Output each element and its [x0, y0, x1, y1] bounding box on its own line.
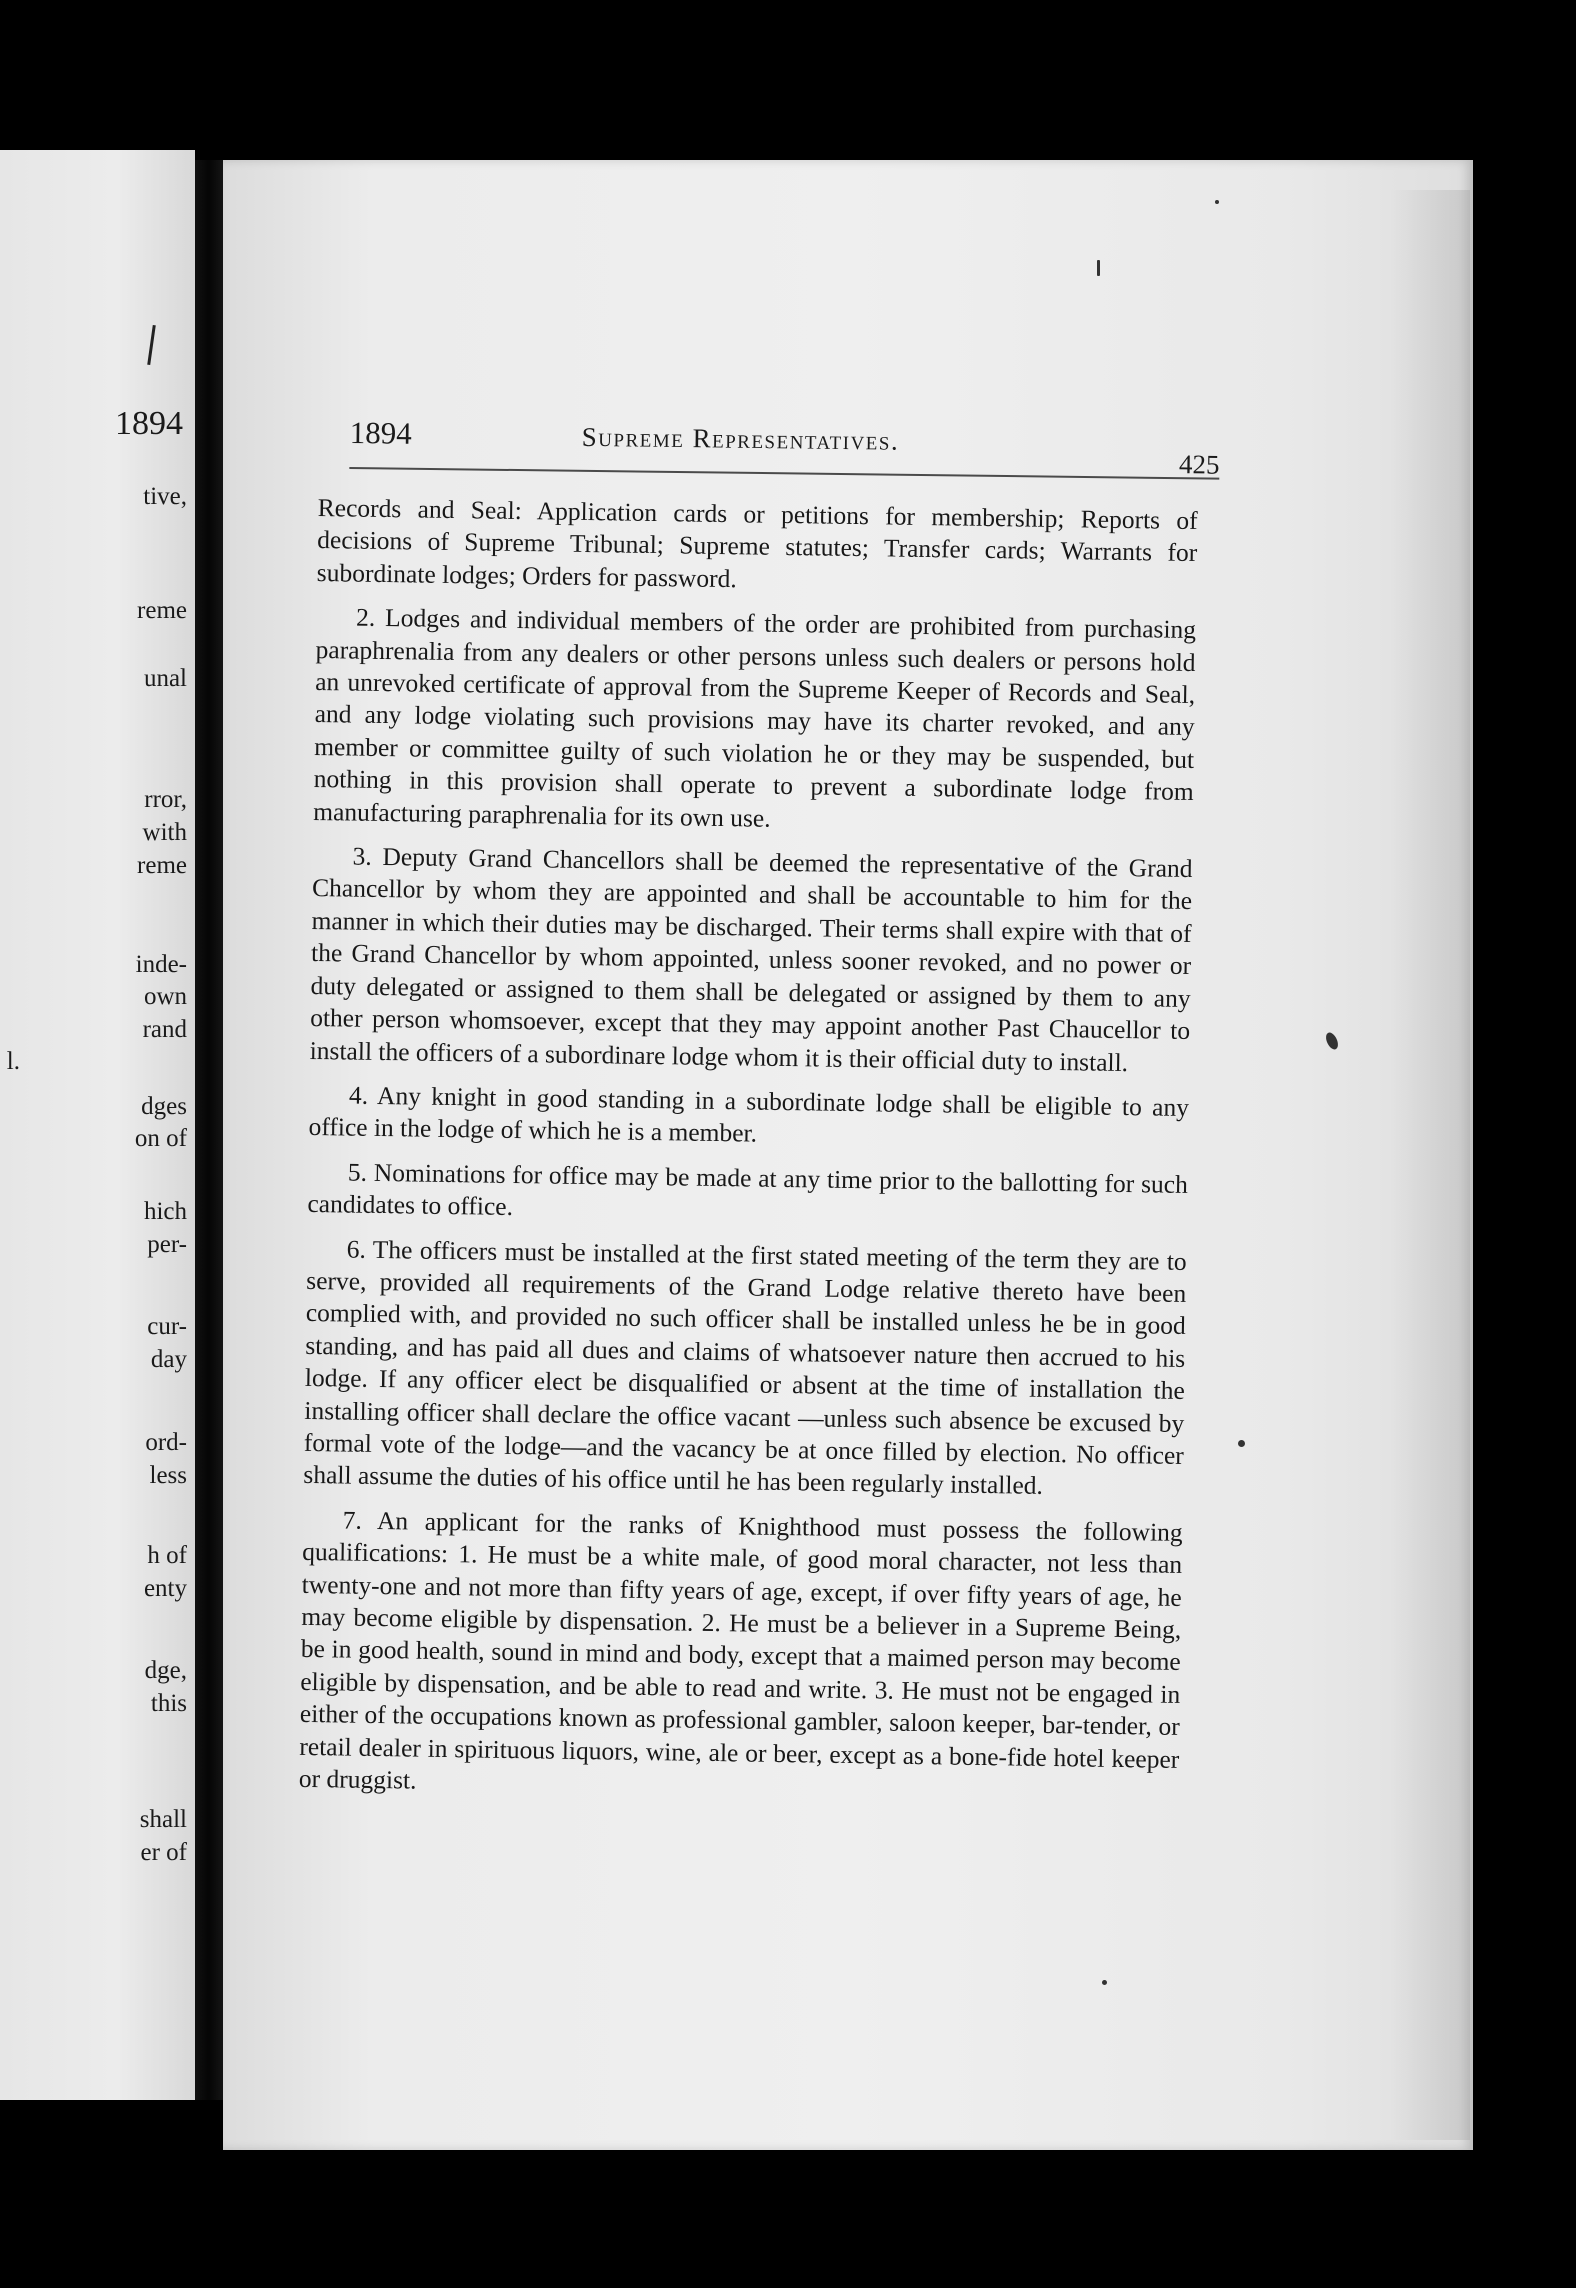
left-fragment: unal	[143, 665, 187, 692]
paragraph-section-6: 6. The officers must be installed at the first stated meeting of the term they are to serve, provided all requirements of the Grand Lodge relative thereto have been complied with, and provided no such officer shall be installed unless he be in good standing, and has paid all dues and claims of whatsoever nature then accrued to his lodge. If any officer elect be disqualified or absent at the time of installation the installing officer shall declare the office vacant —unless such absence be excused by formal vote of the lodge—and the vacancy be at once filled by election. No officer shall assume the duties of his office until he has been regularly installed.	[303, 1234, 1187, 1501]
running-header	[349, 415, 1220, 486]
left-fragment: reme	[137, 597, 187, 624]
left-fragment: on of	[134, 1125, 187, 1152]
left-fragment: inde-	[135, 951, 187, 978]
header-title: Supreme Representatives.	[581, 421, 900, 456]
left-fragment: dges	[141, 1093, 187, 1120]
paragraph-section-4: 4. Any knight in good standing in a subordinate lodge shall be eligible to any office in the lodge of which he is a member.	[308, 1080, 1190, 1148]
paragraph-section-5: 5. Nominations for office may be made at any time prior to the ballotting for such candidates to office.	[307, 1157, 1189, 1222]
left-fragment: h of	[147, 1542, 187, 1569]
left-fragment: own	[143, 983, 187, 1010]
left-fragment: less	[149, 1462, 187, 1489]
header-year: 1894	[349, 415, 412, 451]
left-fragment: hich	[143, 1198, 187, 1225]
page-body	[298, 492, 1197, 1820]
paragraph-section-7: 7. An applicant for the ranks of Knighthood must possess the following qualifications: 1. He must be a white male, of good moral character, not less than twenty-one and not more than fifty years of age, except, if over fifty years of age, he may become eligible by dispensation. 2. He must be a believer in a Supreme Being, be in good health, sound in mind and body, except that a maimed person may become eligible by dispensation, and be able to read and write. 3. He must not be engaged in either of the occupations known as professional gambler, saloon keeper, bar-tender, or retail dealer in spirituous liquors, wine, ale or beer, except as a bone-fide hotel keeper or druggist.	[298, 1505, 1183, 1795]
left-fragment: reme	[137, 852, 187, 879]
paragraph-records-and-seal: Records and Seal: Application cards or petitions for membership; Reports of decisions of Supreme Tribunal; Supreme statutes; Transfer cards; Warrants for subordinate lodges; Orders for password.	[316, 492, 1198, 594]
page-edge-shadow	[1390, 190, 1470, 2140]
left-fragment: tive,	[143, 483, 187, 510]
page-number: 425	[1178, 449, 1220, 480]
previous-page	[0, 150, 195, 2100]
book-spine	[195, 160, 223, 2100]
ink-speck	[1097, 260, 1100, 276]
paragraph-section-2: 2. Lodges and individual members of the order are prohibited from purchasing paraphrenalia from any dealers or other persons unless such dealers or persons hold an unrevoked certificate of approval from the Supreme Keeper of Records and Seal, and any lodge violating such provisions may have its charter revoked, and any member or committee guilty of such violation he or they may be suspended, but nothing in this provision shall operate to prevent a subordinate lodge from manufacturing paraphrenalia for its own use.	[313, 602, 1197, 833]
left-fragment: er of	[140, 1839, 187, 1866]
left-fragment: per-	[147, 1231, 187, 1258]
paragraph-section-3: 3. Deputy Grand Chancellors shall be deemed the representative of the Grand Chancellor by whom they are appointed and shall be accountable to him for the manner in which their duties may be discharged. Their terms shall expire with that of the Grand Chancellor by whom appointed, unless sooner revoked, and no power or duty delegated or assigned to them shall be delegated or assigned by them to any other person whomsoever, except that they may appoint another Past Chaucellor to install the officers of a subordinare lodge whom it is their official duty to install.	[309, 841, 1193, 1077]
left-fragment: shall	[139, 1806, 187, 1833]
left-fragment: this	[150, 1690, 187, 1717]
left-fragment: ord-	[145, 1429, 187, 1456]
ink-speck	[1102, 1980, 1107, 1985]
left-fragment: rror,	[144, 786, 187, 813]
left-fragment: enty	[143, 1575, 187, 1602]
left-fragment: with	[142, 819, 187, 846]
left-fragment: l.	[6, 1048, 20, 1075]
left-page-year: 1894	[115, 405, 183, 442]
left-fragment: day	[150, 1346, 187, 1373]
ink-speck	[1238, 1440, 1245, 1447]
left-fragment: dge,	[144, 1657, 187, 1684]
left-fragment: cur-	[147, 1313, 187, 1340]
pencil-mark	[147, 325, 156, 365]
left-fragment: rand	[142, 1016, 187, 1043]
ink-speck	[1215, 200, 1219, 204]
